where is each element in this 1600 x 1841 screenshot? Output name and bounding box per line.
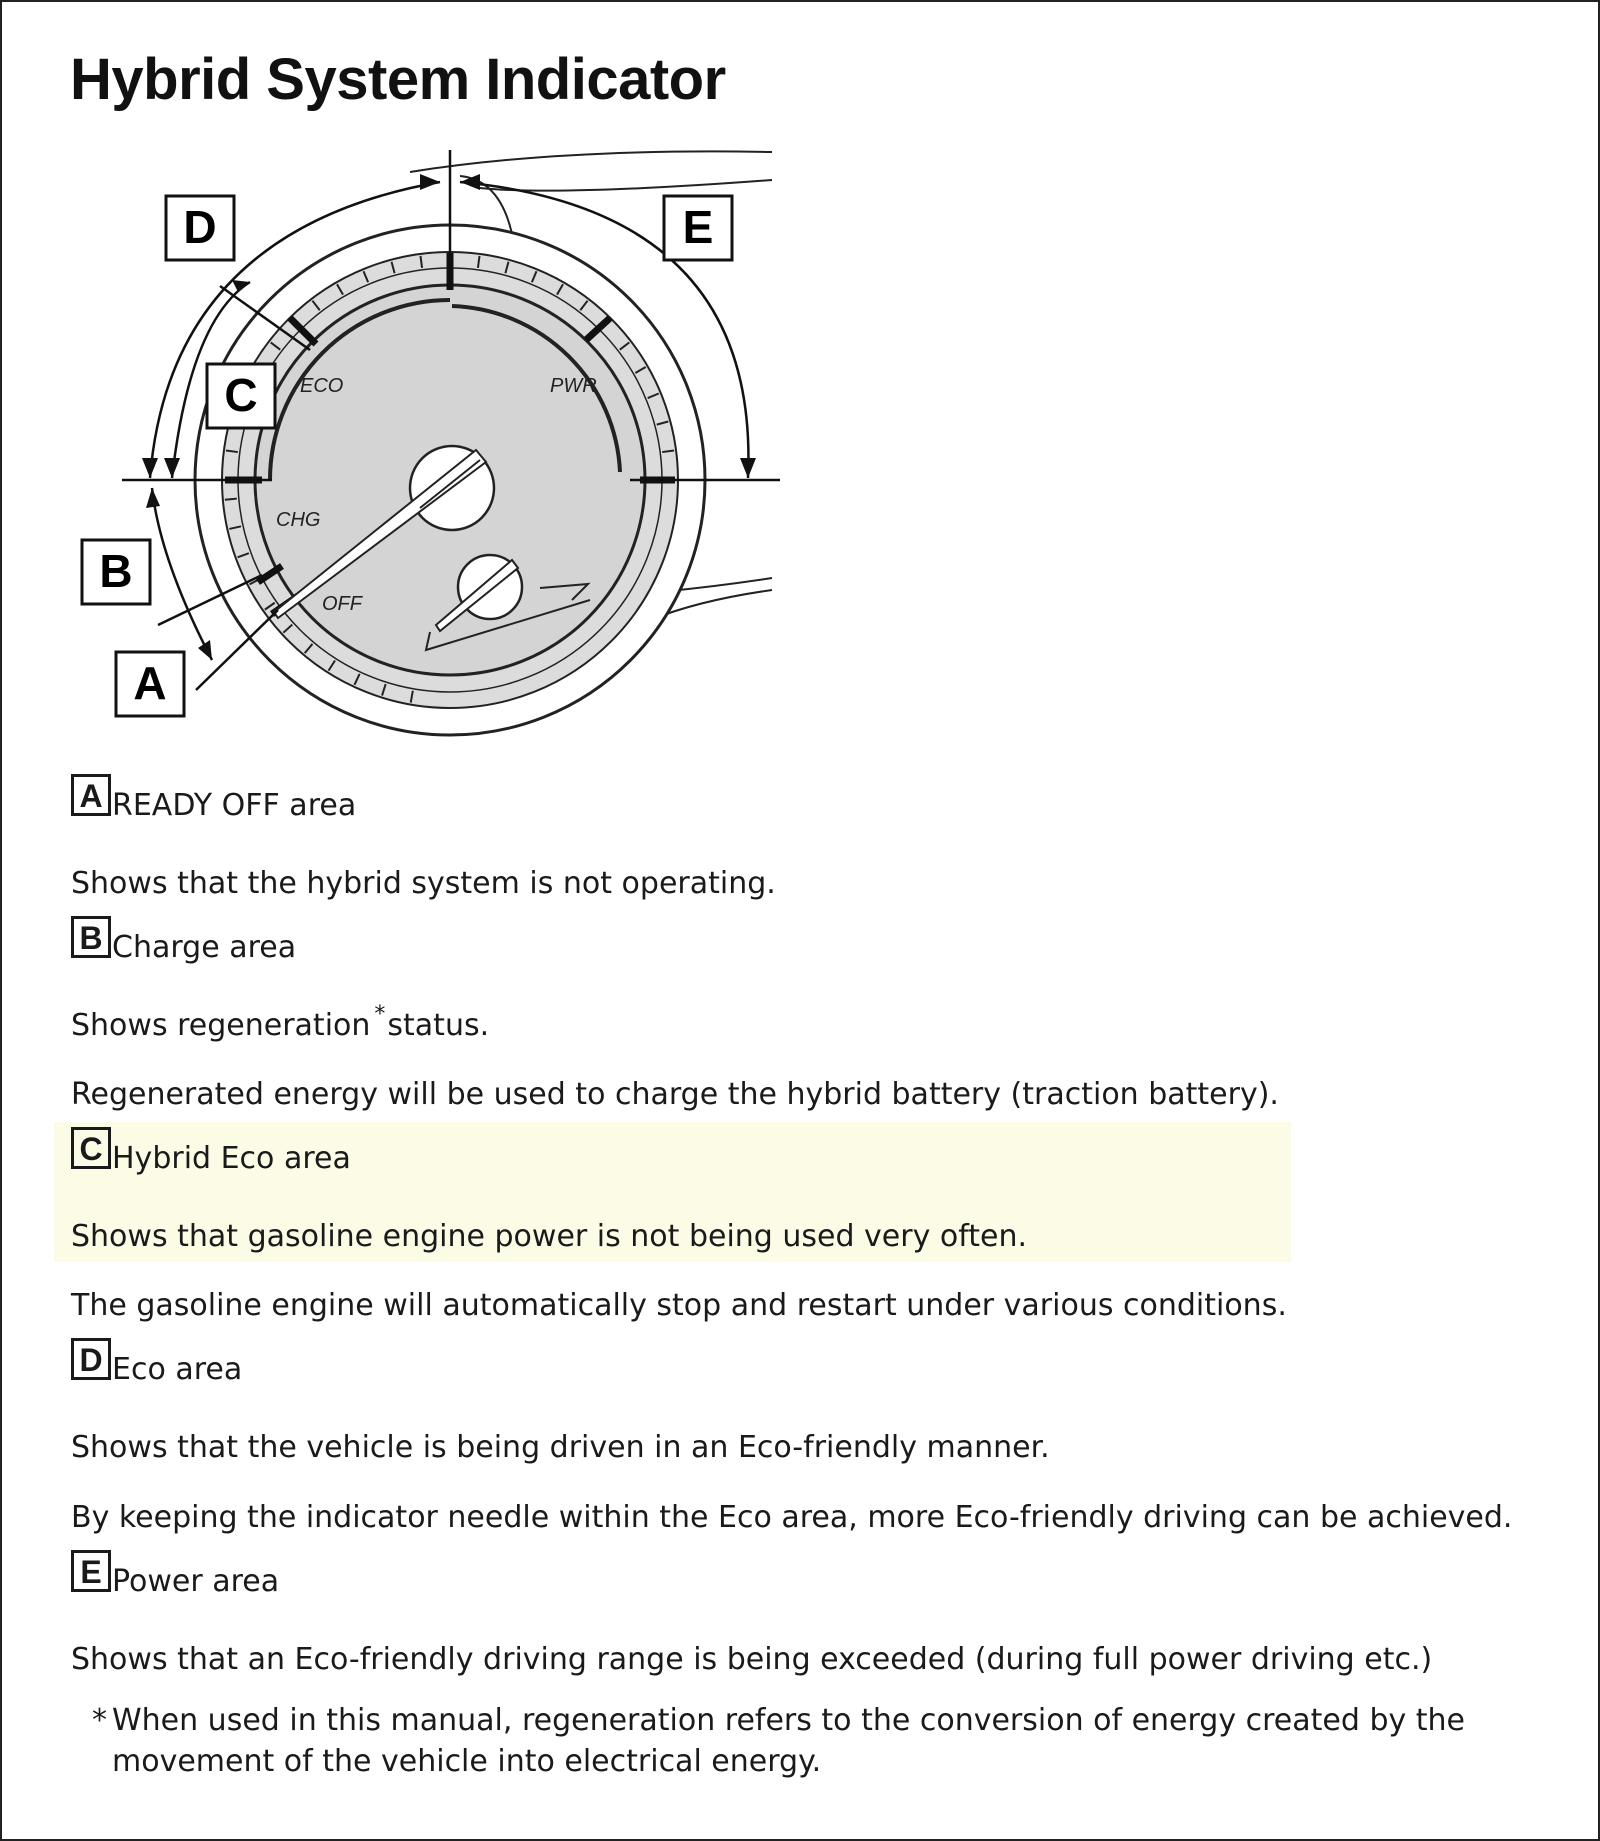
section-a-text-1: Shows that the hybrid system is not operating. (71, 866, 776, 901)
eco-gauge-label: ECO (300, 375, 344, 397)
section-b-heading (71, 920, 297, 966)
off-gauge-label: OFF (322, 593, 362, 615)
section-c-heading (71, 1131, 351, 1177)
footnote-text: When used in this manual, regeneration refers to the conversion of energy created by the movement of the vehicle into electrical energy. (112, 1703, 1466, 1779)
section-a-heading (71, 778, 357, 824)
section-c-title: Hybrid Eco area (112, 1141, 351, 1176)
section-a-title: READY OFF area (112, 788, 357, 823)
section-b-text-1 (71, 1002, 490, 1047)
footnote-marker: * (374, 1002, 386, 1027)
section-c-text-1: Shows that gasoline engine power is not being used very often. (71, 1219, 1028, 1254)
callout-e (664, 196, 732, 260)
badge-c: C (71, 1127, 111, 1169)
footnote-asterisk: * (92, 1703, 107, 1738)
section-d-heading (71, 1342, 243, 1388)
section-d-text-1: Shows that the vehicle is being driven in an Eco-friendly manner. (71, 1430, 1050, 1465)
chg-gauge-label: CHG (276, 509, 321, 531)
section-b-text-1b: status. (387, 1008, 490, 1043)
svg-text:E: E (682, 201, 714, 253)
section-b-text-2: Regenerated energy will be used to charge the hybrid battery (traction battery). (71, 1077, 1279, 1112)
pwr-gauge-label: PWR (550, 375, 597, 397)
section-e-heading (71, 1554, 280, 1600)
badge-d: D (71, 1338, 111, 1380)
svg-text:C: C (224, 369, 258, 421)
section-e-text-1: Shows that an Eco-friendly driving range is being exceeded (during full power driving etc.) (71, 1642, 1433, 1677)
callout-d (166, 196, 234, 260)
callout-b (82, 540, 150, 604)
section-c-text-2: The gasoline engine will automatically stop and restart under various conditions. (71, 1288, 1287, 1323)
section-d-text-2: By keeping the indicator needle within the Eco area, more Eco-friendly driving can be achieved. (71, 1500, 1513, 1535)
callout-a (116, 652, 184, 716)
page-title: Hybrid System Indicator (70, 47, 726, 112)
section-b-title: Charge area (112, 930, 297, 965)
badge-e: E (71, 1550, 111, 1592)
hybrid-indicator-diagram (74, 146, 794, 746)
svg-text:D: D (183, 201, 217, 253)
section-d-title: Eco area (112, 1352, 243, 1387)
svg-text:B: B (99, 545, 133, 597)
badge-b: B (71, 916, 111, 958)
section-e-title: Power area (112, 1564, 280, 1599)
section-b-text-1a: Shows regeneration (71, 1008, 371, 1043)
svg-text:A: A (133, 657, 167, 709)
gauge-tick (225, 499, 237, 500)
badge-a: A (71, 774, 111, 816)
callout-c (207, 364, 275, 428)
